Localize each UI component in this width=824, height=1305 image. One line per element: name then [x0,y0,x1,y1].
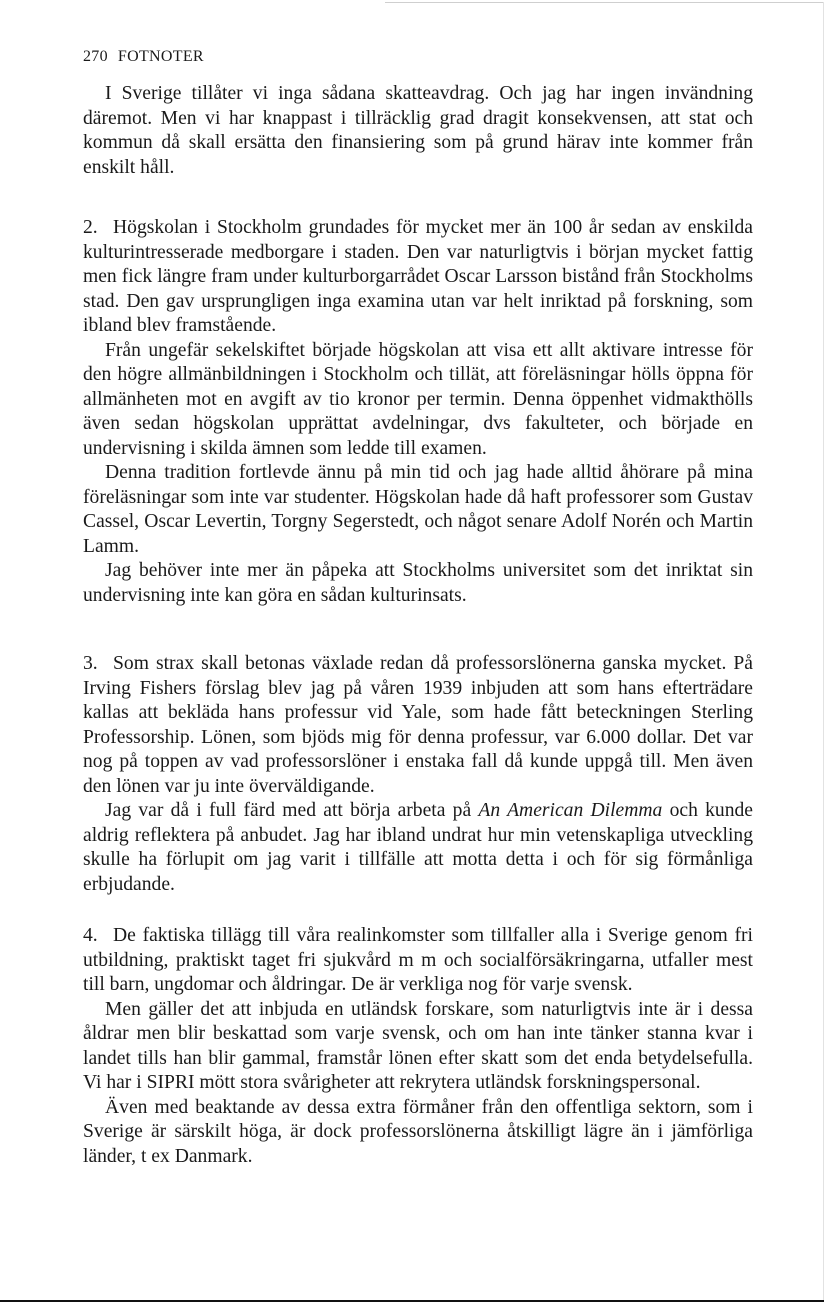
running-head [83,48,753,66]
paragraph: Även med beaktande av dessa extra förmåner från den offentliga sektorn, som i Sverige är särskilt höga, är dock professorslönerna åtskilligt lägre än i jämförliga länder, t ex Danmark. [83,1096,753,1167]
paragraph [83,652,753,799]
footnote-number: 4. [83,925,98,946]
book-title: An American Dilemma [478,800,663,821]
section-title: FOTNOTER [117,48,204,65]
footnote-3 [83,652,753,897]
paragraph-text: Högskolan i Stockholm grundades för mycket mer än 100 år sedan av enskilda kulturintresserade medborgare i staden. Den var naturligtvis i början mycket fattig men fick längre fram under kulturborgarrådet Oscar Larsson bistånd från Stockholms stad. Den gav ursprungligen inga examina utan var helt inriktad på forskning, som ibland blev framstående. [83,217,753,336]
paragraph: Jag behöver inte mer än påpeka att Stockholms universitet som det inriktat sin undervisning inte kan göra en sådan kulturinsats. [83,560,753,606]
paragraph: Denna tradition fortlevde ännu på min tid och jag hade alltid åhörare på mina föreläsningar som inte var studenter. Högskolan hade då haft professorer som Gustav Cassel, Oscar Levertin, Torgny Segerstedt, och något senare Adolf Norén och Martin Lamm. [83,462,753,557]
paragraph [83,216,753,339]
paragraph-text: Jag var då i full färd med att börja arbeta på [105,800,479,821]
paragraph: Men gäller det att inbjuda en utländsk forskare, som naturligtvis inte är i dessa åldrar men blir beskattad som varje svensk, och om han inte tänker stanna kvar i landet tills han blir gammal, framstår lönen efter skatt som det enda betydelsefulla. Vi har i SIPRI mött stora svårigheter att rekrytera utländsk forskningspersonal. [83,998,753,1093]
page-body [83,48,753,1169]
paragraph: I Sverige tillåter vi inga sådana skatteavdrag. Och jag har ingen invändning däremot. Men vi har knappast i tillräcklig grad dragit konsekvensen, att stat och kommun då skall ersätta den finansiering som på grund härav inte kommer från enskilt håll. [83,83,753,178]
footnote-continuation [83,82,753,180]
footnote-number: 3. [83,653,98,674]
footnote-4 [83,924,753,1169]
paragraph-text: och kunde aldrig reflektera på anbudet. Jag har ibland undrat hur min vetenskapliga utveckling skulle ha förlupit om jag varit i tillfälle att motta detta i och för sig förmånliga erbjudande. [83,800,753,895]
paragraph: Från ungefär sekelskiftet började högskolan att visa ett allt aktivare intresse för den högre allmänbildningen i Stockholm och tillät, att föreläsningar hölls öppna för allmänheten mot en avgift av tio kronor per termin. Denna öppenhet vidmakthölls även sedan högskolan upprättat avdelningar, dvs fakulteter, och började en undervisning i skilda ämnen som ledde till examen. [83,339,753,459]
paragraph-text: De faktiska tillägg till våra realinkomster som tillfaller alla i Sverige genom fri utbildning, praktiskt taget fri sjukvård m m och socialförsäkringarna, utfaller mest till barn, ungdomar och åldringar. De är verkliga nog för varje svensk. [83,925,753,995]
paragraph-text: Som strax skall betonas växlade redan då professorslönerna ganska mycket. På Irving Fishers förslag blev jag på våren 1939 inbjuden att som hans efterträdare kallas att bekläda hans professur vid Yale, som hade fått beteckningen Sterling Professorship. Lönen, som bjöds mig för denna professur, var 6.000 dollar. Det var nog på toppen av vad professorslöner i enstaka fall då kunde uppgå till. Men även den lönen var ju inte överväldigande. [83,653,753,797]
footnote-number: 2. [83,217,98,238]
paragraph [83,799,753,897]
paragraph [83,924,753,998]
footnote-2 [83,216,753,608]
bottom-edge-rule [0,1300,824,1302]
page-number: 270 [83,48,108,65]
top-edge-rule [385,2,824,3]
